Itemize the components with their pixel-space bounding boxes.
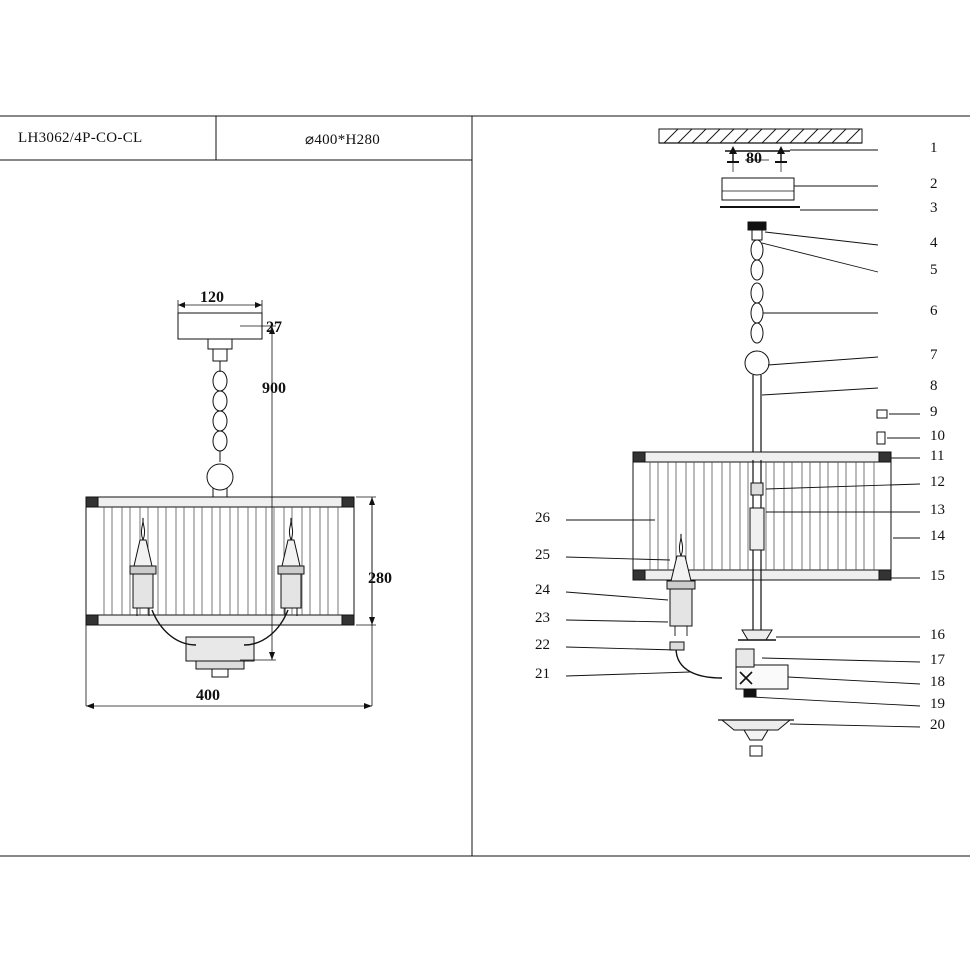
- dimensions-code-cell: ⌀400*H280: [305, 132, 381, 148]
- callout-13: 13: [930, 502, 945, 518]
- callout-14: 14: [930, 528, 945, 544]
- dimension-detail-ref: 27: [266, 319, 282, 336]
- callout-3: 3: [930, 200, 938, 216]
- callout-24: 24: [535, 582, 550, 598]
- callout-19: 19: [930, 696, 945, 712]
- callout-2: 2: [930, 176, 938, 192]
- callout-7: 7: [930, 347, 938, 363]
- callout-26: 26: [535, 510, 550, 526]
- model-code-cell: LH3062/4P-CO-CL: [18, 130, 143, 146]
- callout-4: 4: [930, 235, 938, 251]
- callout-5: 5: [930, 262, 938, 278]
- callout-9: 9: [930, 404, 938, 420]
- callout-23: 23: [535, 610, 550, 626]
- callout-8: 8: [930, 378, 938, 394]
- callout-12: 12: [930, 474, 945, 490]
- callout-20: 20: [930, 717, 945, 733]
- dimension-canopy-width: 120: [200, 289, 224, 306]
- callout-21: 21: [535, 666, 550, 682]
- callout-16: 16: [930, 627, 945, 643]
- dimension-shade-height: 280: [368, 570, 392, 587]
- dimension-total-drop: 900: [262, 380, 286, 397]
- callout-6: 6: [930, 303, 938, 319]
- callout-17: 17: [930, 652, 945, 668]
- callout-15: 15: [930, 568, 945, 584]
- callout-25: 25: [535, 547, 550, 563]
- callout-18: 18: [930, 674, 945, 690]
- dimension-shade-diameter: 400: [196, 687, 220, 704]
- dimension-mounting-bracket-width: 80: [746, 150, 762, 167]
- callout-1: 1: [930, 140, 938, 156]
- callout-22: 22: [535, 637, 550, 653]
- callout-11: 11: [930, 448, 945, 464]
- callout-10: 10: [930, 428, 945, 444]
